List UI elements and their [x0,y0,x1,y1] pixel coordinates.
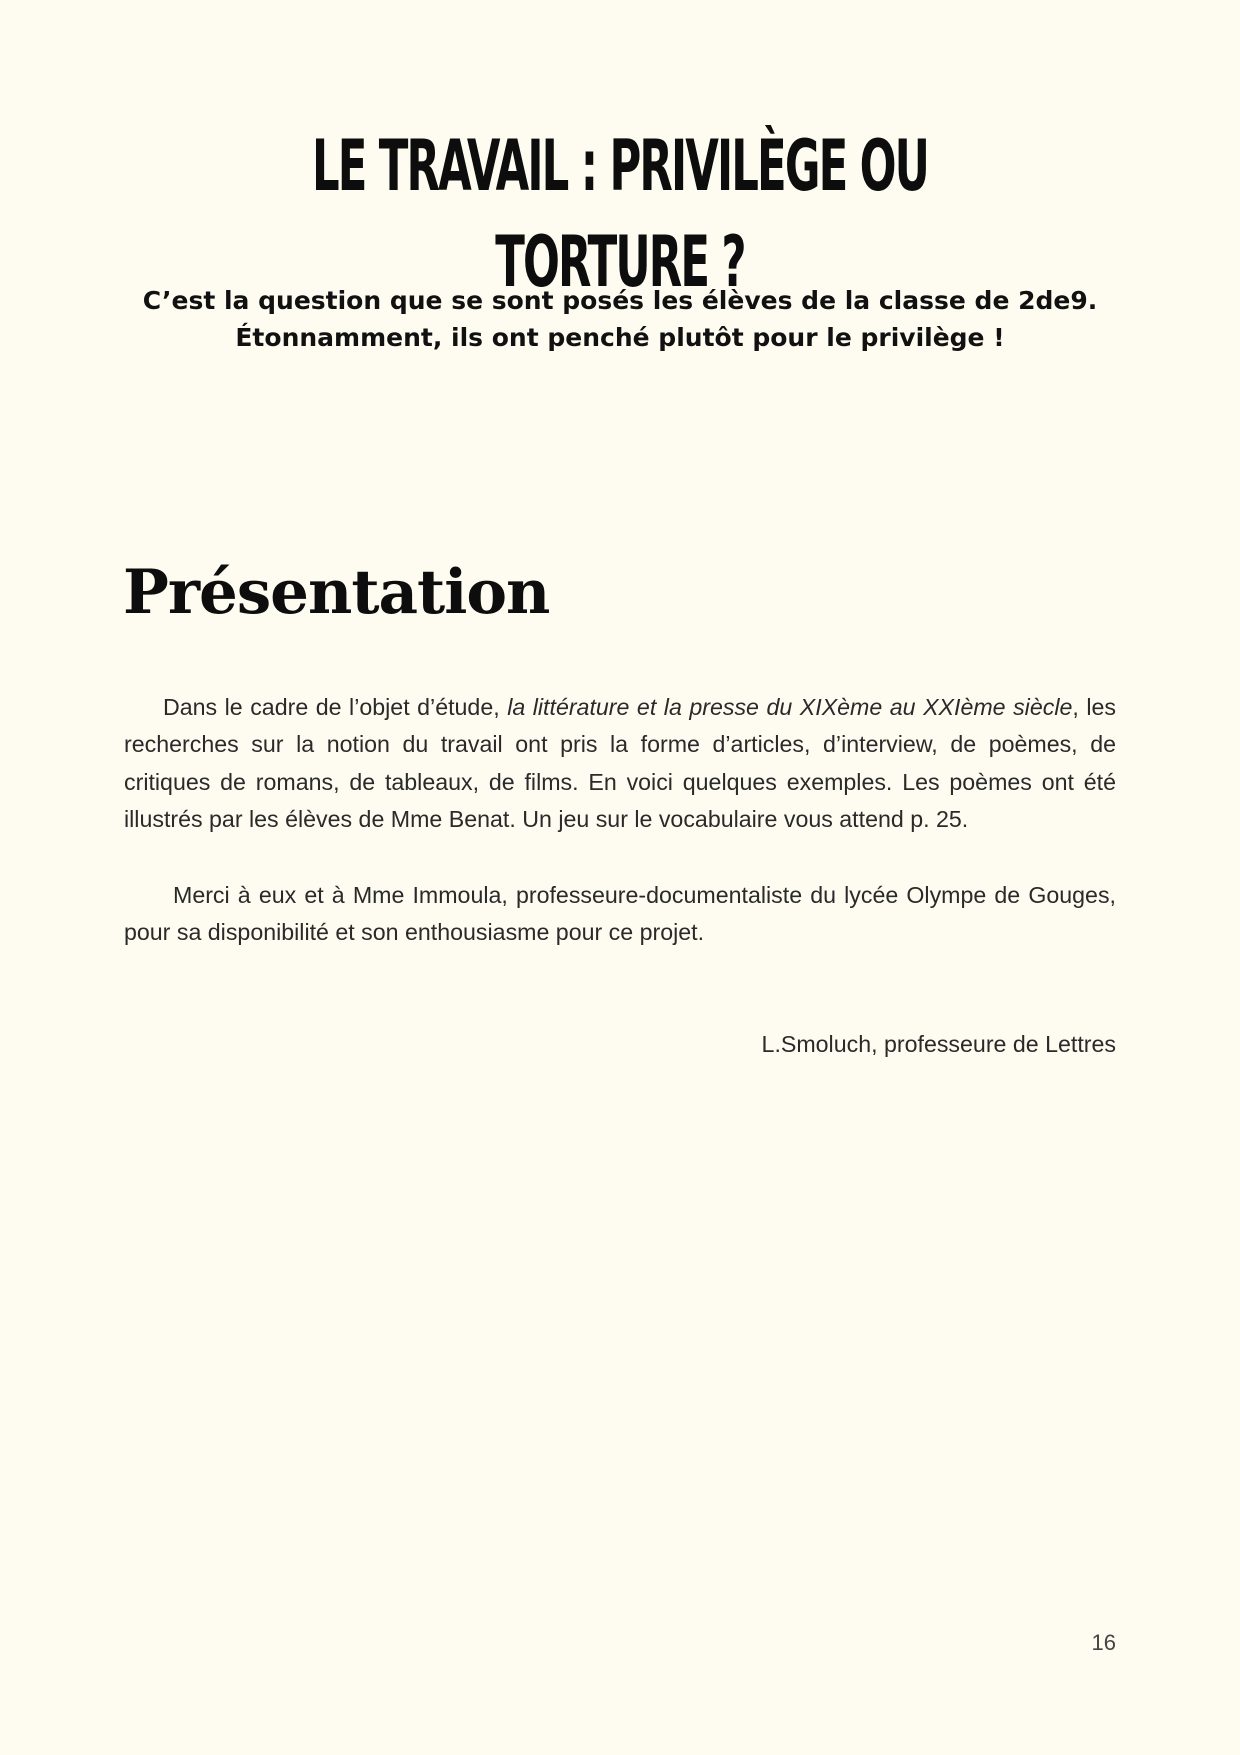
intro-paragraph-end: , les recherches sur la notion du travail ont pris la forme d’articles, d’interview, de poèmes, de critiques de romans, de tableaux, de films. En voici quelques exemples. Les poèmes ont été illustrés par les élèves de Mme Benat. Un jeu sur le vocabulaire vous attend p. 25. [124,694,1116,832]
subtitle [0,282,1240,356]
subtitle-line-1: C’est la question que se sont posés les élèves de la classe de 2de9. [142,286,1098,315]
study-object-title: la littérature et la presse du XIXème au XXIème siècle [507,694,1073,720]
author-signature: L.Smoluch, professeure de Lettres [761,1031,1116,1057]
page-number: 16 [1091,1630,1116,1655]
intro-paragraph [124,689,1116,838]
section-heading: Présentation [123,557,550,628]
intro-paragraph-start: Dans le cadre de l’objet d’étude, [163,694,508,720]
thanks-paragraph: Merci à eux et à Mme Immoula, professeure-documentaliste du lycée Olympe de Gouges, pour sa disponibilité et son enthousiasme pour ce projet. [124,882,1116,946]
subtitle-line-2: Étonnamment, ils ont penché plutôt pour le privilège ! [235,323,1005,352]
page-title: LE TRAVAIL : PRIVILÈGE OU TORTURE ? [311,125,929,303]
